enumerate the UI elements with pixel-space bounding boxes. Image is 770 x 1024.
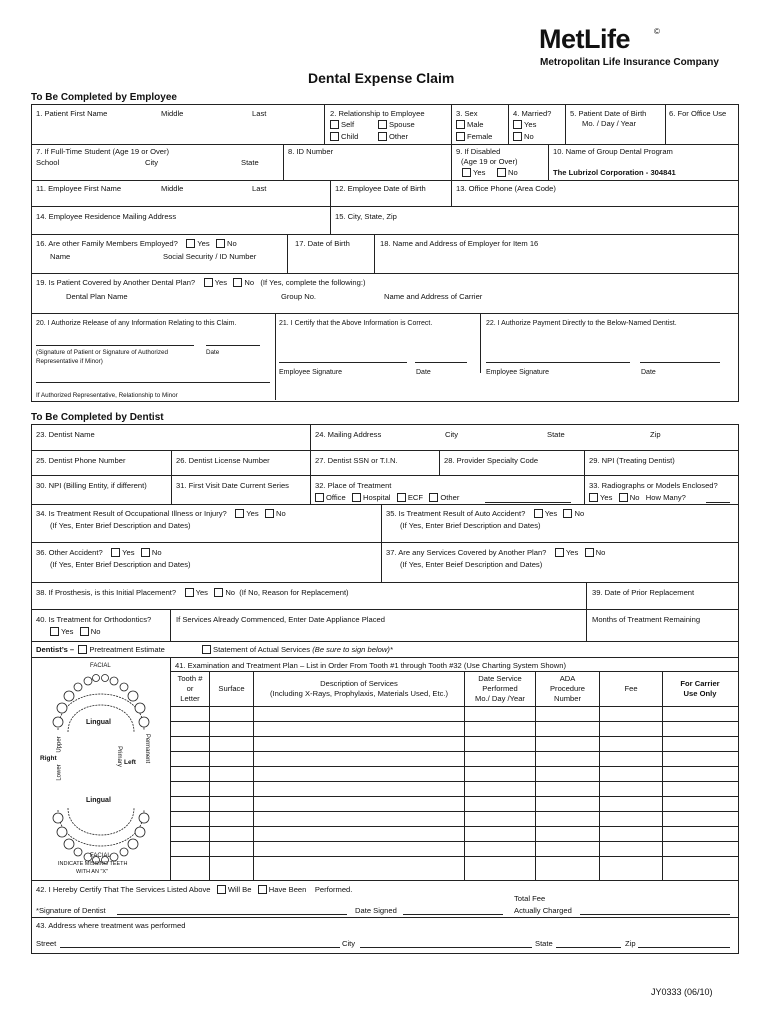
residence-address-label: 14. Employee Residence Mailing Address [36, 212, 177, 221]
dentist-name-label: 23. Dentist Name [36, 430, 95, 439]
married-no[interactable]: No [513, 132, 534, 141]
dental-plan-name-label: Dental Plan Name [66, 292, 128, 301]
patient-last-label: Last [252, 109, 267, 118]
checkbox-other-accident-no[interactable] [141, 548, 150, 557]
license-number-label: 26. Dentist License Number [176, 456, 270, 465]
patient-signature-date: Date [206, 349, 220, 356]
family-employed-label: 16. Are other Family Members Employed? Yes No [36, 239, 237, 248]
family-employer-label: 18. Name and Address of Employer for Item 16 [380, 239, 539, 248]
other-accident-note: (If Yes, Enter Brief Description and Dates) [50, 560, 191, 569]
col-carrier-header: For Carrier Use Only [680, 679, 720, 698]
checkbox-ecf[interactable] [397, 493, 406, 502]
date-signed-label: Date Signed [355, 906, 397, 915]
col-surface-header: Surface [218, 684, 245, 693]
months-remaining-label: Months of Treatment Remaining [592, 615, 701, 624]
school-label: School [36, 158, 60, 167]
family-dob-label: 17. Date of Birth [295, 239, 350, 248]
col-tooth-header: Tooth # or Letter [177, 674, 203, 703]
prior-replacement-label: 39. Date of Prior Replacement [592, 588, 695, 597]
employee-signature-1-date: Date [416, 369, 431, 376]
address-zip-label: Zip [625, 939, 636, 948]
married-yes[interactable]: Yes [513, 120, 536, 129]
checkbox-prosthesis-no[interactable] [214, 588, 223, 597]
checkbox-male[interactable] [456, 120, 465, 129]
office-phone-label: 13. Office Phone (Area Code) [456, 184, 556, 193]
patient-dob-label: 5. Patient Date of Birth [570, 109, 647, 118]
orthodontics-label: 40. Is Treatment for Orthodontics? [36, 615, 152, 624]
employee-last-label: Last [252, 184, 267, 193]
office-use-label: 6. For Office Use [669, 109, 727, 118]
orthodontics-options: Yes No [50, 627, 100, 636]
checkbox-actual-services[interactable] [202, 645, 211, 654]
col-ada-header: ADA Procedure Number [549, 674, 586, 703]
group-no-label: Group No. [281, 292, 317, 301]
checkbox-pretreatment[interactable] [78, 645, 87, 654]
logo-text: MetLife [539, 24, 630, 54]
city-label: City [145, 158, 159, 167]
prosthesis-label: 38. If Prosthesis, is this Initial Placement? Yes No (If No, Reason for Replacement) [36, 588, 349, 597]
npi-billing-label: 30. NPI (Billing Entity, if different) [36, 481, 147, 490]
checkbox-married-yes[interactable] [513, 120, 522, 129]
other-plan-services-note: (If Yes, Enter Beief Description and Dates) [400, 560, 543, 569]
dentist-signature-label: *Signature of Dentist [36, 906, 106, 915]
chart-right: Right [40, 755, 57, 762]
checkbox-ortho-no[interactable] [80, 627, 89, 636]
checkbox-other-plan-yes[interactable] [204, 278, 213, 287]
actual-services-row: Statement of Actual Services (Be sure to sign below)* [202, 645, 393, 654]
checkbox-female[interactable] [456, 132, 465, 141]
certify-services-label: 42. I Hereby Certify That The Services Listed Above Will Be Have Been Performed. [36, 885, 353, 894]
rel-child[interactable]: Child [330, 132, 358, 141]
dentist-phone-label: 25. Dentist Phone Number [36, 456, 126, 465]
address-state-label: State [535, 939, 553, 948]
chart-missing-1: INDICATE MISSING TEETH [58, 861, 128, 867]
npi-treating-label: 29. NPI (Treating Dentist) [589, 456, 675, 465]
ssn-tin-label: 27. Dentist SSN or T.I.N. [315, 456, 398, 465]
checkbox-will-be[interactable] [217, 885, 226, 894]
checkbox-other-accident-yes[interactable] [111, 548, 120, 557]
col-description-header: Description of Services (Including X-Rays, Prophylaxis, Materials Used, Etc.) [269, 679, 449, 698]
col-fee-header: Fee [624, 684, 638, 693]
certify-label: 21. I Certify that the Above Information is Correct. [279, 320, 433, 327]
checkbox-hospital[interactable] [352, 493, 361, 502]
id-number-label: 8. ID Number [288, 147, 334, 156]
checkbox-self[interactable] [330, 120, 339, 129]
sex-label: 3. Sex [456, 109, 478, 118]
checkbox-occupational-no[interactable] [265, 509, 274, 518]
mailing-address-label: 24. Mailing Address [315, 430, 382, 439]
checkbox-occupational-yes[interactable] [235, 509, 244, 518]
checkbox-family-yes[interactable] [186, 239, 195, 248]
employee-signature-1: Employee Signature [279, 369, 343, 376]
checkbox-family-no[interactable] [216, 239, 225, 248]
sex-female[interactable]: Female [456, 132, 492, 141]
employee-middle-label: Middle [161, 184, 184, 193]
company-name: Metropolitan Life Insurance Company [540, 57, 719, 68]
auto-accident-note: (If Yes, Enter Brief Description and Dates) [400, 521, 541, 530]
chart-missing-2: WITH AN "X" [76, 869, 109, 875]
checkbox-prosthesis-yes[interactable] [185, 588, 194, 597]
checkbox-services-covered-no[interactable] [585, 548, 594, 557]
chart-lingual-top: Lingual [86, 719, 111, 726]
chart-facial-bottom: FACIAL [90, 853, 111, 859]
chart-primary: Primary [115, 746, 122, 767]
checkbox-disabled-no[interactable] [497, 168, 506, 177]
patient-first-name-label: 1. Patient First Name [36, 109, 108, 118]
specialty-code-label: 28. Provider Specialty Code [444, 456, 539, 465]
checkbox-have-been[interactable] [258, 885, 267, 894]
street-label: Street [36, 939, 57, 948]
disabled-no[interactable]: No [497, 168, 518, 177]
checkbox-other-plan-no[interactable] [233, 278, 242, 287]
place-of-treatment-label: 32. Place of Treatment [315, 481, 392, 490]
mailing-city-label: City [445, 430, 459, 439]
group-program-label: 10. Name of Group Dental Program [553, 147, 673, 156]
chart-lower: Lower [56, 764, 63, 781]
employee-dob-label: 12. Employee Date of Birth [335, 184, 426, 193]
other-plan-label: 19. Is Patient Covered by Another Dental Plan? Yes No (If Yes, complete the following:) [36, 278, 366, 287]
disabled-yes[interactable]: Yes [462, 168, 485, 177]
checkbox-disabled-yes[interactable] [462, 168, 471, 177]
rel-spouse[interactable]: Spouse [378, 120, 415, 129]
family-name-label: Name [50, 252, 71, 261]
radiographs-label: 33. Radiographs or Models Enclosed? [589, 481, 718, 490]
other-plan-services-label: 37. Are any Services Covered by Another Plan? Yes No [386, 548, 606, 557]
first-visit-label: 31. First Visit Date Current Series [176, 481, 289, 490]
treatment-address-label: 43. Address where treatment was performed [36, 921, 186, 930]
other-accident-label: 36. Other Accident? Yes No [36, 548, 162, 557]
state-label: State [241, 158, 259, 167]
disabled-label: 9. If Disabled [456, 147, 501, 156]
patient-dob-format: Mo. / Day / Year [582, 119, 637, 128]
mailing-zip-label: Zip [650, 430, 661, 439]
form-id: JY0333 (06/10) [651, 987, 713, 997]
carrier-label: Name and Address of Carrier [384, 292, 483, 301]
chart-permanent: Permanent [144, 733, 151, 764]
occupational-label: 34. Is Treatment Result of Occupational Illness or Injury? Yes No [36, 509, 286, 518]
relationship-label: 2. Relationship to Employee [330, 109, 425, 118]
actually-charged-label: Actually Charged [514, 906, 572, 915]
patient-signature-label: (Signature of Patient or Signature of Authorized [36, 349, 168, 356]
checkbox-married-no[interactable] [513, 132, 522, 141]
checkbox-radiographs-yes[interactable] [589, 493, 598, 502]
checkbox-spouse[interactable] [378, 120, 387, 129]
group-program-value: The Lubrizol Corporation - 304841 [553, 168, 676, 177]
radiographs-options: Yes No How Many? [589, 493, 686, 502]
place-options: Office Hospital ECF Other [315, 493, 459, 502]
employee-signature-2-date: Date [641, 369, 656, 376]
treatment-plan-label: 41. Examination and Treatment Plan – List in Order From Tooth #1 through Tooth #32 (Use Charting System Shown) [175, 661, 567, 670]
checkbox-ortho-yes[interactable] [50, 627, 59, 636]
authorized-rep-label: If Authorized Representative, Relationship to Minor [36, 392, 178, 399]
auto-accident-label: 35. Is Treatment Result of Auto Accident? Yes No [386, 509, 585, 518]
rel-other[interactable]: Other [378, 132, 408, 141]
disabled-age: (Age 19 or Over) [461, 157, 518, 166]
total-fee-label: Total Fee [514, 894, 546, 903]
metlife-logo [539, 24, 630, 55]
checkbox-auto-no[interactable] [563, 509, 572, 518]
appliance-placed-label: If Services Already Commenced, Enter Date Appliance Placed [176, 615, 385, 624]
col-date-header: Date Service Performed Mo./ Day /Year [475, 674, 525, 703]
occupational-note: (If Yes, Enter Brief Description and Dates) [50, 521, 191, 530]
mailing-state-label: State [547, 430, 565, 439]
chart-upper: Upper [56, 736, 63, 753]
dentist-section-title: To Be Completed by Dentist [31, 412, 164, 423]
chart-facial-top: FACIAL [90, 663, 111, 669]
employee-signature-2: Employee Signature [486, 369, 550, 376]
employee-section-title: To Be Completed by Employee [31, 92, 177, 103]
checkbox-radiographs-no[interactable] [619, 493, 628, 502]
checkbox-auto-yes[interactable] [534, 509, 543, 518]
married-label: 4. Married? [513, 109, 552, 118]
checkbox-services-covered-yes[interactable] [555, 548, 564, 557]
chart-lingual-bottom: Lingual [86, 797, 111, 804]
patient-signature-label-2: Representative if Minor) [36, 358, 103, 365]
checkbox-office[interactable] [315, 493, 324, 502]
checkbox-child[interactable] [330, 132, 339, 141]
chart-left: Left [124, 759, 136, 766]
dentist-statement-row: Dentist’s – Pretreatment Estimate [36, 645, 165, 654]
employee-first-name-label: 11. Employee First Name [36, 184, 122, 193]
student-label: 7. If Full-Time Student (Age 19 or Over) [36, 147, 170, 156]
rel-self[interactable]: Self [330, 120, 354, 129]
authorize-payment-label: 22. I Authorize Payment Directly to the Below-Named Dentist. [486, 320, 677, 327]
logo-mark: © [654, 27, 660, 36]
form-title: Dental Expense Claim [308, 70, 455, 86]
authorize-release-label: 20. I Authorize Release of any Information Relating to this Claim. [36, 320, 237, 327]
checkbox-other[interactable] [378, 132, 387, 141]
address-city-label: City [342, 939, 356, 948]
family-ssn-label: Social Security / ID Number [163, 252, 257, 261]
sex-male[interactable]: Male [456, 120, 483, 129]
city-state-zip-label: 15. City, State, Zip [335, 212, 397, 221]
checkbox-place-other[interactable] [429, 493, 438, 502]
patient-middle-label: Middle [161, 109, 184, 118]
